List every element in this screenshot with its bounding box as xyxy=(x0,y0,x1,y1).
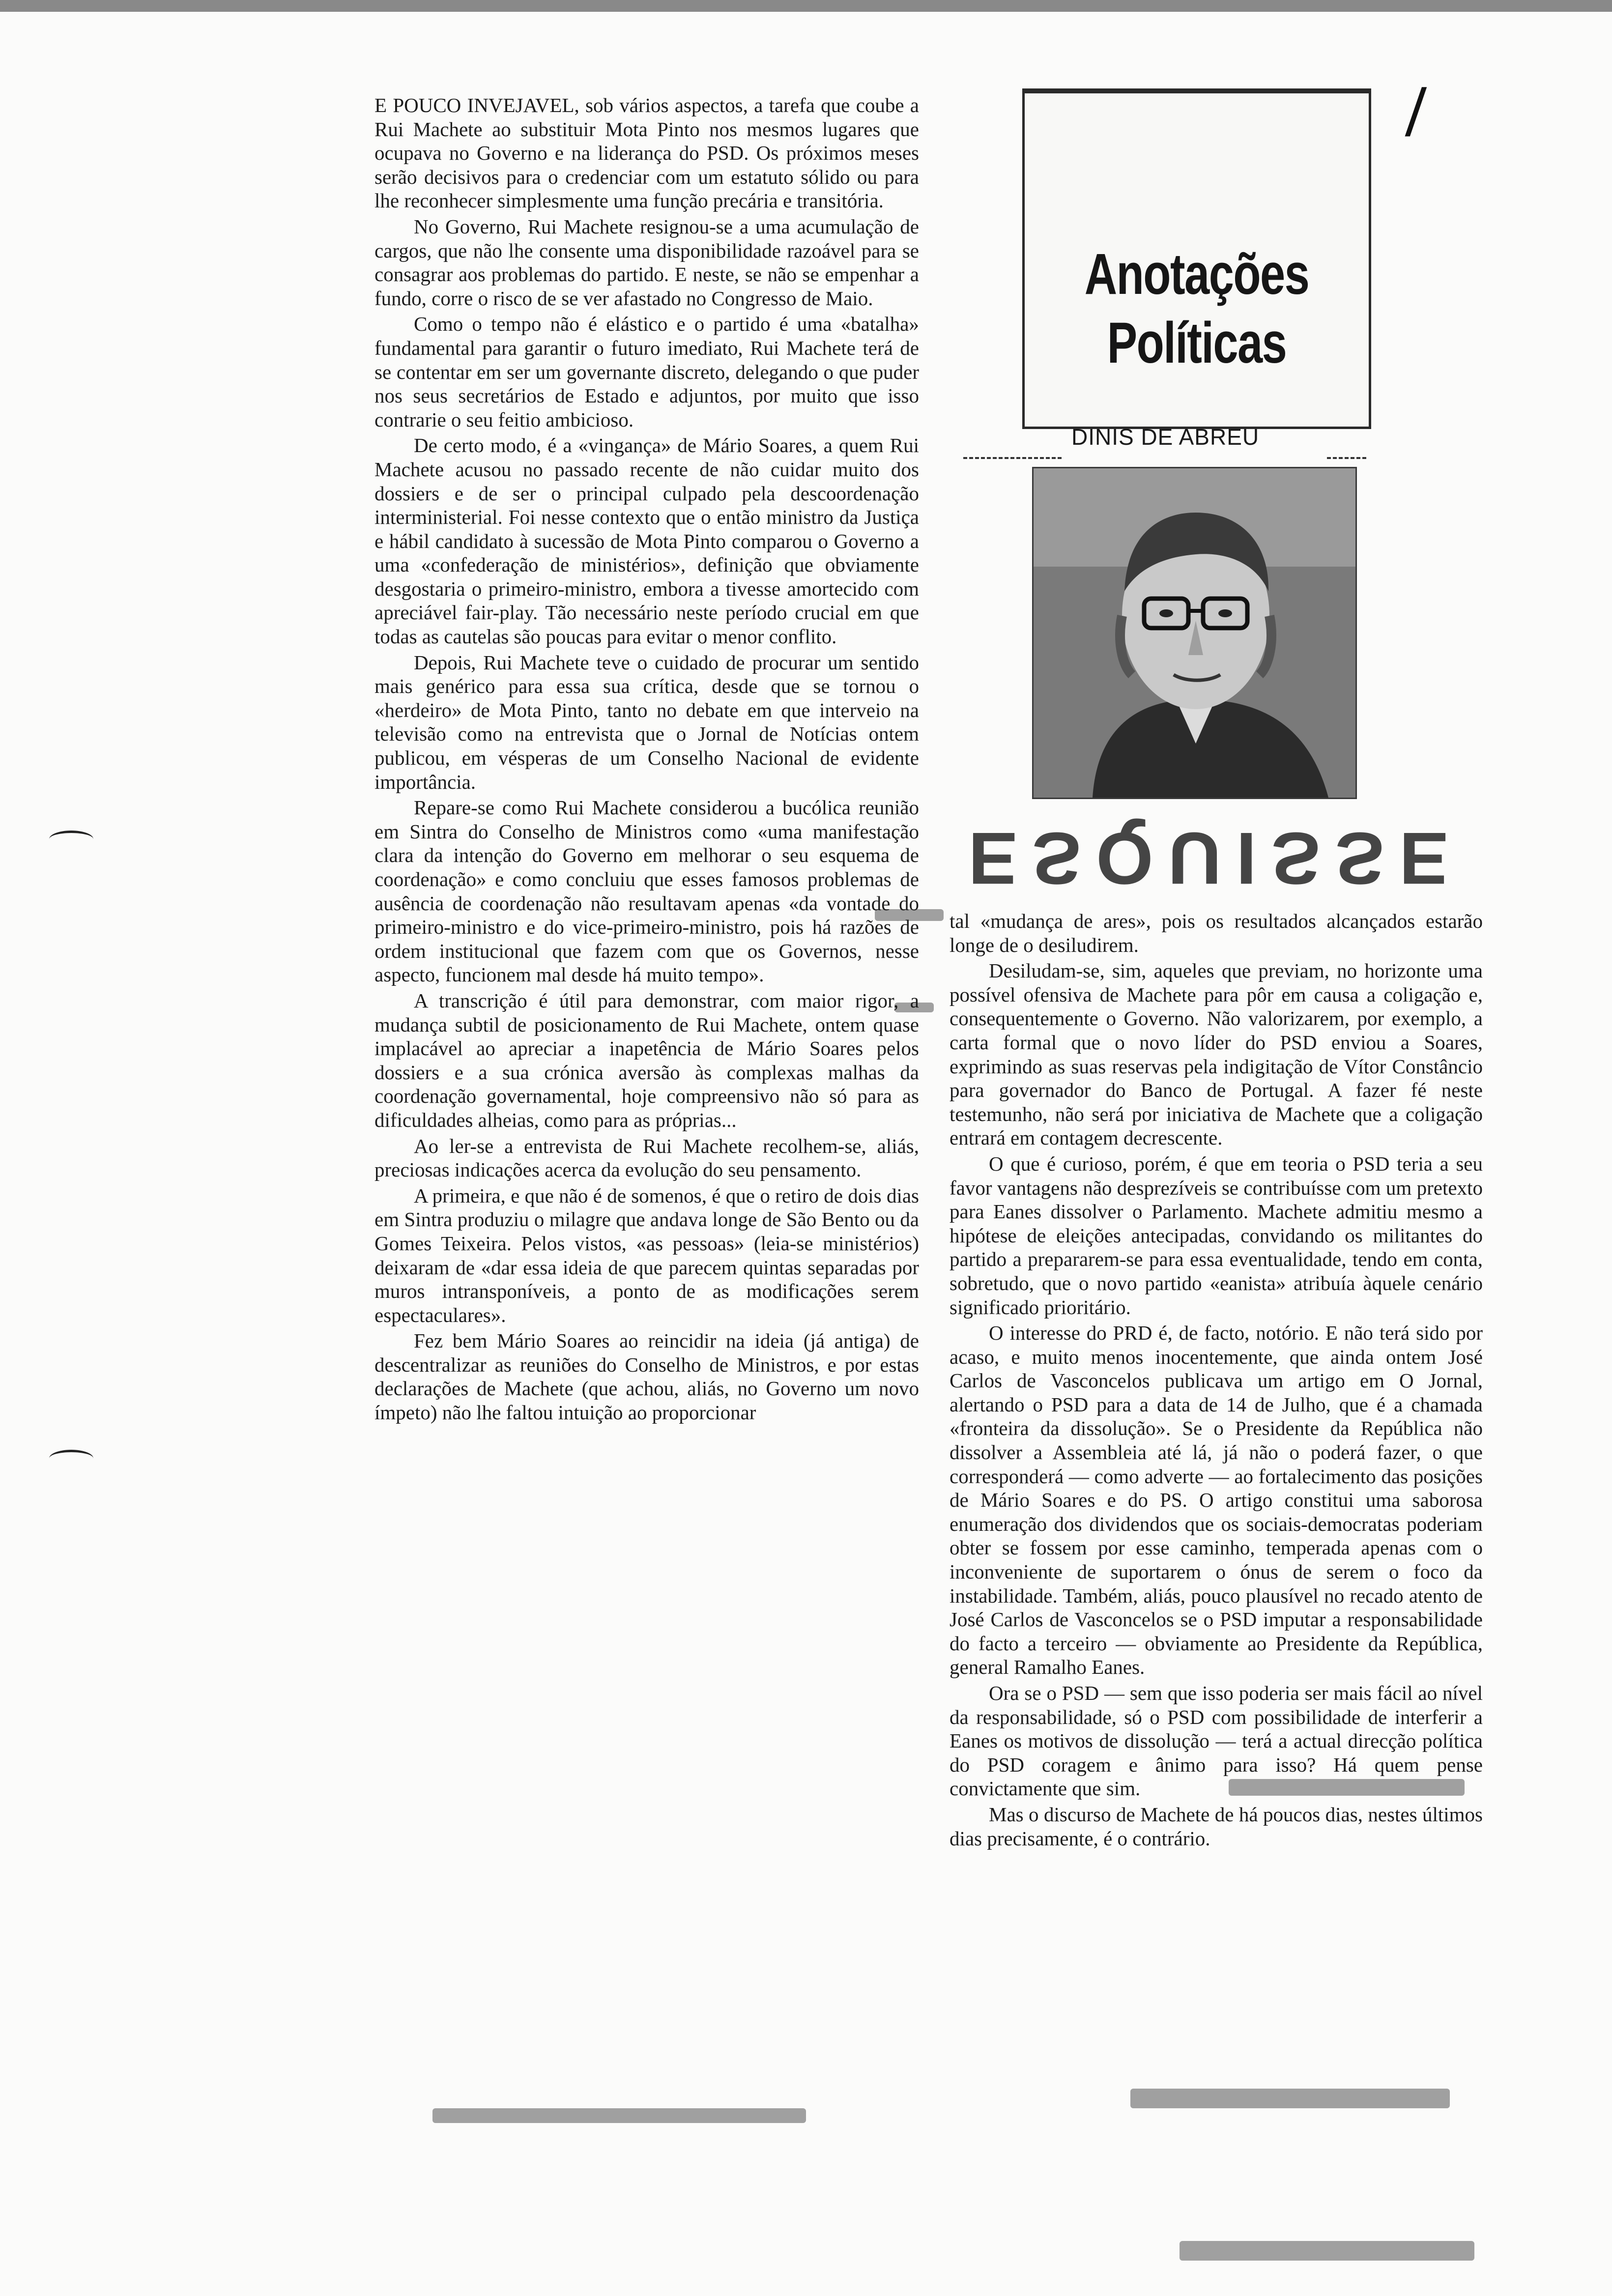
paragraph: O que é curioso, porém, é que em teoria o PSD teria a seu favor vantagens não desprezíveis se contribuísse com um pretexto para Eanes dissolver o Parlamento. Machete admitiu mesmo a hipótese de eleições antecipadas, convidando os militantes do partido a prepararem-se para essa eventualidade, tendo em conta, sobretudo, que o novo partido «eanista» atribuía àquele cenário significado prioritário. xyxy=(950,1152,1483,1319)
paragraph: A primeira, e que não é de somenos, é que o retiro de dois dias em Sintra produziu o milagre que andava longe de São Bento ou da Gomes Teixeira. Pelos vistos, «as pessoas» (leia-se ministérios) deixaram de «dar essa ideia de que parecem quintas separadas por muros intransponíveis, a ponto de as modificações serem espectaculares». xyxy=(374,1184,919,1326)
portrait-illustration xyxy=(1034,468,1355,798)
paragraph: Como o tempo não é elástico e o partido é uma «batalha» fundamental para garantir o futuro imediato, Rui Machete terá de se contentar em ser um governante discreto, delegando o que puder nos seus secretários de Estado e adjuntos, por muito que isso contrarie o seu feitio ambicioso. xyxy=(374,313,919,431)
paragraph: E POUCO INVEJAVEL, sob vários aspectos, a tarefa que coube a Rui Machete ao substituir Mota Pinto nos mesmos lugares que ocupava no Governo e na liderança do PSD. Os próximos meses serão decisivos para o credenciar com um estatuto sólido ou para lhe reconhecer simplesmente uma função precária e transitória. xyxy=(374,94,919,212)
ink-smudge xyxy=(894,1003,934,1012)
paragraph: A transcrição é útil para demonstrar, com maior rigor, a mudança subtil de posicionamento de Rui Machete, ontem quase implacável ao apreciar a inapetência de Mário Soares pelos dossiers e a sua crónica aversão às complexas malhas da coordenação governamental, hoje compreensivo não só para as dificuldades alheias, como para as próprias... xyxy=(374,989,919,1131)
divider xyxy=(1327,457,1366,459)
paragraph: tal «mudança de ares», pois os resultados alcançados estarão longe de o desiludirem. xyxy=(950,910,1483,956)
scan-edge xyxy=(0,0,1612,12)
article-column-left xyxy=(374,93,919,1425)
margin-mark xyxy=(49,1450,93,1467)
paragraph: De certo modo, é a «vingança» de Mário Soares, a quem Rui Machete acusou no passado recente de não cuidar muito dos dossiers e de ser o principal culpado pela descoordenação interministerial. Foi nesse contexto que o então ministro da Justiça e hábil candidato à sucessão de Mota Pinto comparou o Governo a uma «confederação de ministérios», definição que obviamente desgostaria o primeiro-ministro, embora a tivesse amortecido com apreciável fair-play. Tão necessário neste período crucial em que todas as cautelas são poucas para evitar o menor conflito. xyxy=(374,434,919,648)
paragraph: O interesse do PRD é, de facto, notório. E não terá sido por acaso, e muito menos inocentemente, que ainda ontem José Carlos de Vasconcelos publicava um artigo em O Jornal, alertando o PSD para a data de 14 de Julho, que é a chamada «fronteira da dissolução». Se o Presidente da República não dissolver a Assembleia até lá, já não o poderá fazer, o que corresponderá — como adverte — ao fortalecimento das posições de Mário Soares e do PS. O artigo constitui uma saborosa enumeração dos dividendos que os sociais-democratas poderiam obter se fossem por esse caminho, temperada apenas com o inconveniente de suportarem o ónus de serem o foco da instabilidade. Também, aliás, pouco plausível no recado atento de José Carlos de Vasconcelos se o PSD imputar a responsabilidade do facto a terceiro — obviamente ao Presidente da República, general Ramalho Eanes. xyxy=(950,1321,1483,1679)
margin-mark: / xyxy=(1406,70,1426,152)
ink-smudge xyxy=(875,909,944,921)
divider xyxy=(963,457,1062,459)
ink-smudge xyxy=(1130,2089,1450,2108)
paragraph: Desiludam-se, sim, aqueles que previam, no horizonte uma possível ofensiva de Machete para pôr em causa a coligação e, consequentemente o Governo. Não valorizarem, por exemplo, a carta formal que o novo líder do PSD enviou a Soares, exprimindo as suas reservas pela indigitação de Vítor Constâncio para governador do Banco de Portugal. A fazer fé neste testemunho, não será por iniciativa de Machete que a coligação entrará em contagem decrescente. xyxy=(950,959,1483,1149)
paragraph: Fez bem Mário Soares ao reincidir na ideia (já antiga) de descentralizar as reuniões do Conselho de Ministros, e por estas declarações de Machete (que achou, aliás, no Governo um novo ímpeto) não lhe faltou intuição ao proporcionar xyxy=(374,1329,919,1424)
paragraph: Depois, Rui Machete teve o cuidado de procurar um sentido mais genérico para essa sua crítica, desde que se tornou o «herdeiro» de Mota Pinto, tanto no debate em que interveio na televisão como na entrevista que o Jornal de Notícias ontem publicou, em vésperas de um Conselho Nacional de evidente importância. xyxy=(374,651,919,793)
margin-mark xyxy=(49,831,93,848)
column-title-line1: Anotações xyxy=(1084,242,1309,307)
paragraph: No Governo, Rui Machete resignou-se a uma acumulação de cargos, que não lhe consente uma disponibilidade razoável para se consagrar aos problemas do partido. E neste, se não se empenhar a fundo, corre o risco de se ver afastado no Congresso de Maio. xyxy=(374,215,919,310)
ink-smudge xyxy=(432,2108,806,2123)
column-heading-box xyxy=(1022,88,1371,429)
ink-smudge xyxy=(1229,1779,1465,1796)
paragraph: Mas o discurso de Machete de há poucos dias, nestes últimos dias precisamente, é o contrário. xyxy=(950,1803,1483,1850)
column-title-line2: Políticas xyxy=(1107,311,1287,375)
paragraph: Ora se o PSD — sem que isso poderia ser mais fácil ao nível da responsabilidade, só o PSD com possibilidade de interferir a Eanes os motivos de dissolução — terá a actual direcção política do PSD coragem e ânimo para isso? Há quem pense convictamente que sim. xyxy=(950,1682,1483,1800)
bleed-through-artifact: ESQUISSE xyxy=(968,817,1463,900)
ink-smudge xyxy=(1180,2241,1474,2261)
paragraph: Repare-se como Rui Machete considerou a bucólica reunião em Sintra do Conselho de Ministros como «uma manifestação clara da intenção do Governo em melhorar o seu esquema de coordenação» e como concluiu que esses famosos problemas de ausência de coordenação não resultavam apenas «da vontade do primeiro-ministro e do vice-primeiro-ministro, pois há razões de ordem institucional que fazem com que os Governos, nesse aspecto, funcionem mal desde há muito tempo». xyxy=(374,796,919,986)
paragraph: Ao ler-se a entrevista de Rui Machete recolhem-se, aliás, preciosas indicações acerca da evolução do seu pensamento. xyxy=(374,1134,919,1181)
article-column-right xyxy=(950,909,1483,1850)
author-byline: DINIS DE ABREU xyxy=(1071,424,1260,450)
author-photo xyxy=(1032,467,1357,799)
